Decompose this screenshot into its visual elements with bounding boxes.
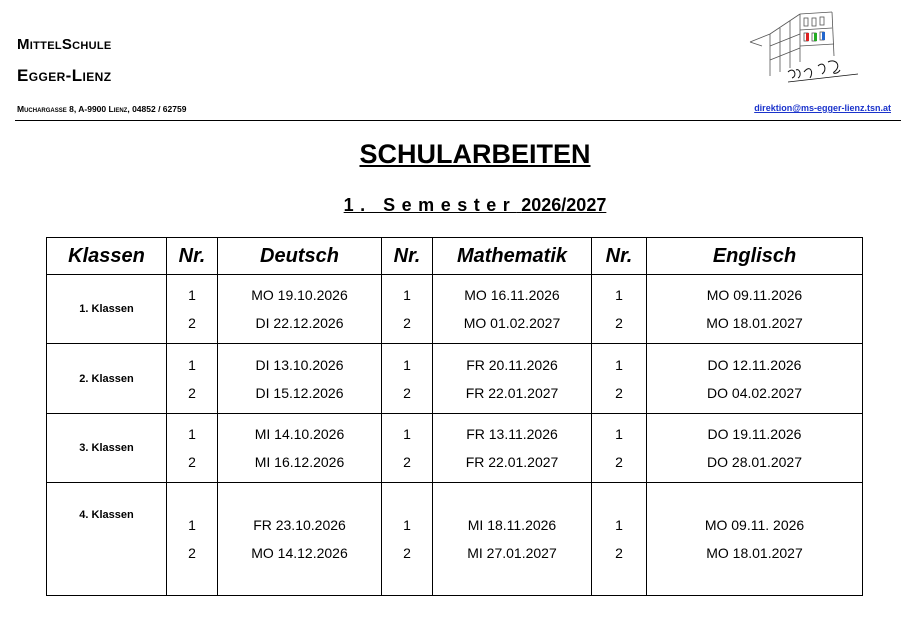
nr-value: 1: [403, 517, 411, 533]
englisch-date: DO 19.11.2026: [707, 426, 802, 442]
nr-value: 2: [403, 454, 411, 470]
mathematik-cell: [433, 483, 592, 596]
nr-cell: [167, 344, 218, 414]
mathematik-cell: [433, 344, 592, 414]
nr-cell: [167, 275, 218, 344]
nr-value: 2: [403, 384, 411, 401]
nr-cell: [592, 344, 647, 414]
mathematik-date: FR 20.11.2026: [466, 356, 558, 373]
mathematik-cell: [433, 414, 592, 483]
school-address: [17, 104, 186, 114]
deutsch-cell: [218, 275, 382, 344]
nr-value: 1: [403, 356, 411, 373]
deutsch-date: DI 22.12.2026: [255, 315, 344, 331]
schedule-table: [46, 237, 863, 596]
nr-value: 1: [188, 517, 196, 533]
nr-cell: [592, 414, 647, 483]
nr-cell: [167, 414, 218, 483]
nr-value: 2: [188, 454, 196, 470]
header-englisch: Englisch: [647, 238, 863, 275]
englisch-cell: [647, 483, 863, 596]
deutsch-date: DI 13.10.2026: [255, 356, 344, 373]
deutsch-date: FR 23.10.2026: [253, 517, 346, 533]
nr-value: 2: [403, 315, 411, 331]
nr-value: 2: [615, 384, 623, 401]
nr-value: 1: [188, 426, 196, 442]
deutsch-date: MI 16.12.2026: [254, 454, 345, 470]
englisch-date: MO 09.11.2026: [706, 287, 803, 303]
mathematik-date: MI 27.01.2027: [467, 545, 557, 561]
class-label: 3. Klassen: [47, 414, 167, 483]
deutsch-date: MO 14.12.2026: [251, 545, 348, 561]
header-nr: Nr.: [382, 238, 433, 275]
header-nr: Nr.: [592, 238, 647, 275]
table-row: [47, 483, 863, 596]
nr-value: 1: [615, 287, 623, 303]
mathematik-date: MI 18.11.2026: [467, 517, 557, 533]
mathematik-date: MO 01.02.2027: [463, 315, 561, 331]
class-label: 1. Klassen: [47, 275, 167, 344]
nr-cell: [592, 483, 647, 596]
nr-value: 1: [188, 356, 196, 373]
nr-value: 1: [188, 287, 196, 303]
mathematik-date: MO 16.11.2026: [464, 287, 560, 303]
deutsch-cell: [218, 344, 382, 414]
class-label: 2. Klassen: [47, 344, 167, 414]
nr-cell: [167, 483, 218, 596]
nr-cell: [382, 483, 433, 596]
mathematik-date: FR 22.01.2027: [465, 454, 559, 470]
header-deutsch: Deutsch: [218, 238, 382, 275]
englisch-date: DO 04.02.2027: [707, 384, 802, 401]
school-name-line1: [17, 36, 112, 53]
englisch-cell: [647, 275, 863, 344]
nr-value: 2: [615, 454, 623, 470]
nr-value: 1: [615, 356, 623, 373]
nr-cell: [592, 275, 647, 344]
nr-value: 2: [615, 545, 623, 561]
nr-value: 2: [188, 545, 196, 561]
header-divider: [15, 120, 901, 121]
school-name-line2: [17, 66, 111, 86]
semester-label: 1. Semester: [343, 195, 517, 215]
deutsch-date: MO 19.10.2026: [251, 287, 348, 303]
englisch-date: DO 28.01.2027: [707, 454, 802, 470]
school-name-line2-text: Egger-Lienz: [17, 66, 112, 85]
nr-cell: [382, 344, 433, 414]
header-mathematik: Mathematik: [433, 238, 592, 275]
nr-value: 1: [403, 426, 411, 442]
englisch-date: MO 18.01.2027: [706, 545, 803, 561]
deutsch-cell: [218, 414, 382, 483]
englisch-date: MO 18.01.2027: [706, 315, 803, 331]
table-row: [47, 344, 863, 414]
englisch-date: MO 09.11. 2026: [704, 517, 805, 533]
table-header-row: [47, 238, 863, 275]
school-name-line1-text: MittelSchule: [17, 36, 112, 53]
school-building-logo-icon: [748, 6, 868, 92]
deutsch-date: DI 15.12.2026: [255, 384, 344, 401]
header-nr: Nr.: [167, 238, 218, 275]
nr-cell: [382, 275, 433, 344]
class-label: [47, 483, 167, 596]
school-email-link[interactable]: direktion@ms-egger-lienz.tsn.at: [754, 103, 891, 113]
deutsch-date: MI 14.10.2026: [254, 426, 345, 442]
nr-cell: [382, 414, 433, 483]
mathematik-date: FR 13.11.2026: [466, 426, 558, 442]
nr-value: 2: [188, 384, 196, 401]
mathematik-date: FR 22.01.2027: [465, 384, 559, 401]
nr-value: 1: [615, 517, 623, 533]
nr-value: 1: [403, 287, 411, 303]
page-title: SCHULARBEITEN: [359, 139, 591, 169]
semester-year: 2026/2027: [521, 195, 607, 215]
englisch-cell: [647, 414, 863, 483]
header-klassen: Klassen: [47, 238, 167, 275]
nr-value: 2: [403, 545, 411, 561]
school-address-text: Muchargasse 8, A-9900 Lienz, 04852 / 62759: [17, 104, 187, 114]
englisch-cell: [647, 344, 863, 414]
semester-heading: [0, 195, 902, 216]
nr-value: 1: [615, 426, 623, 442]
nr-value: 2: [615, 315, 623, 331]
table-row: [47, 414, 863, 483]
class-label-text: 4. Klassen: [79, 509, 134, 521]
table-row: [47, 275, 863, 344]
deutsch-cell: [218, 483, 382, 596]
mathematik-cell: [433, 275, 592, 344]
nr-value: 2: [188, 315, 196, 331]
englisch-date: DO 12.11.2026: [707, 356, 802, 373]
